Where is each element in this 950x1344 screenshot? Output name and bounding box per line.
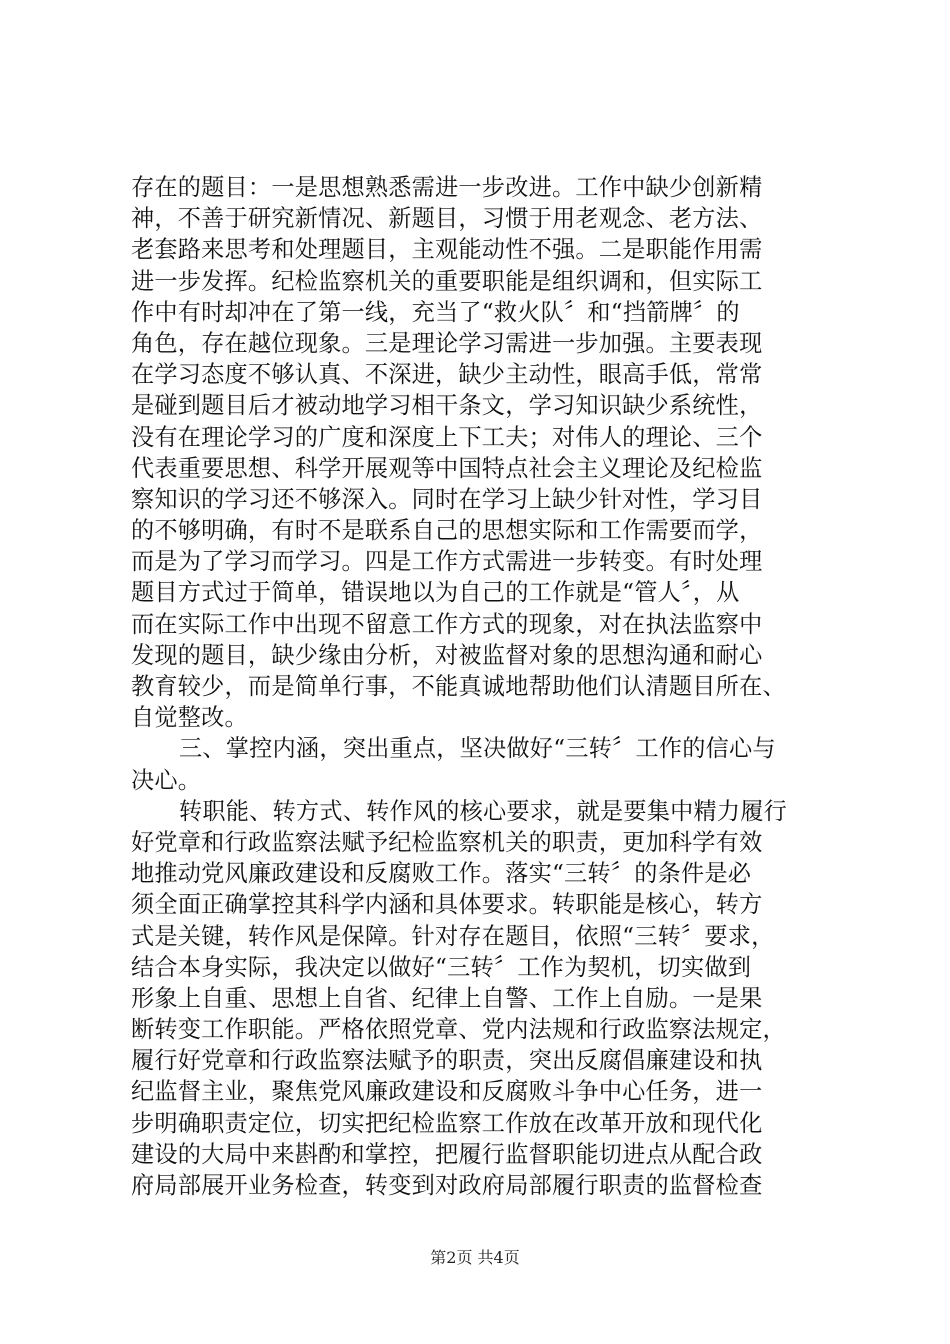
text-line: 自觉整改。 — [131, 704, 248, 732]
text-line: 而是为了学习而学习。四是工作方式需进一步转变。有时处理 — [131, 548, 763, 576]
text-line: 结合本身实际，我决定以做好“三转〞工作为契机，切实做到 — [131, 953, 752, 981]
text-line: 步明确职责定位，切实把纪检监察工作放在改革开放和现代化 — [131, 1109, 763, 1137]
text-line: 代表重要思想、科学开展观等中国特点社会主义理论及纪检监 — [131, 454, 763, 482]
text-line: 在学习态度不够认真、不深进，缺少主动性，眼高手低，常常 — [131, 361, 763, 389]
document-body — [131, 172, 831, 1201]
text-line: 式是关键，转作风是保障。针对存在题目，依照“三转〞要求， — [131, 922, 775, 950]
text-line: 而在实际工作中出现不留意工作方式的现象，对在执法监察中 — [131, 610, 763, 638]
text-line: 进一步发挥。纪检监察机关的重要职能是组织调和，但实际工 — [131, 267, 763, 295]
text-line: 的不够明确，有时不是联系自己的思想实际和工作需要而学， — [131, 517, 763, 545]
text-line: 纪监督主业，聚焦党风廉政建设和反腐败斗争中心任务，进一 — [131, 1078, 763, 1106]
text-line: 教育较少，而是简单行事，不能真诚地帮助他们认清题目所在、 — [131, 673, 786, 700]
text-line: 神，不善于研究新情况、新题目，习惯于用老观念、老方法、 — [131, 205, 763, 233]
text-line: 作中有时却冲在了第一线，充当了“救火队〞和“挡箭牌〞的 — [131, 298, 740, 326]
text-line: 存在的题目：一是思想熟悉需进一步改进。工作中缺少创新精 — [131, 174, 763, 201]
text-line: 是碰到题目后才被动地学习相干条文，学习知识缺少系统性， — [131, 392, 763, 420]
text-line: 没有在理论学习的广度和深度上下工夫；对伟人的理论、三个 — [131, 423, 763, 451]
text-line: 履行好党章和行政监察法赋予的职责，突出反腐倡廉建设和执 — [131, 1047, 763, 1075]
text-line: 题目方式过于简单，错误地以为自己的工作就是“管人〞，从 — [131, 579, 740, 607]
section-heading-line: 决心。 — [131, 766, 202, 794]
section-heading-line: 三、掌控内涵，突出重点，坚决做好“三转〞工作的信心与 — [179, 735, 776, 763]
text-line: 地推动党风廉政建设和反腐败工作。落实“三转〞的条件是必 — [131, 860, 752, 888]
text-line: 察知识的学习还不够深入。同时在学习上缺少针对性，学习目 — [131, 485, 763, 513]
text-line: 老套路来思考和处理题目，主观能动性不强。二是职能作用需 — [131, 236, 763, 264]
text-line: 府局部展开业务检查，转变到对政府局部履行职责的监督检查 — [131, 1172, 763, 1199]
text-line: 角色，存在越位现象。三是理论学习需进一步加强。主要表现 — [131, 329, 763, 357]
text-line: 断转变工作职能。严格依照党章、党内法规和行政监察法规定， — [131, 1016, 786, 1044]
text-line: 发现的题目，缺少缘由分析，对被监督对象的思想沟通和耐心 — [131, 641, 763, 669]
text-line: 建设的大局中来斟酌和掌控，把履行监督职能切进点从配合政 — [131, 1140, 763, 1168]
text-line: 转职能、转方式、转作风的核心要求，就是要集中精力履行 — [179, 797, 788, 825]
text-line: 形象上自重、思想上自省、纪律上自警、工作上自励。一是果 — [131, 984, 763, 1012]
text-line: 好党章和行政监察法赋予纪检监察机关的职责，更加科学有效 — [131, 828, 763, 856]
text-line: 须全面正确掌控其科学内涵和具体要求。转职能是核心，转方 — [131, 891, 763, 919]
page-number-footer: 第2页 共4页 — [430, 1248, 520, 1267]
